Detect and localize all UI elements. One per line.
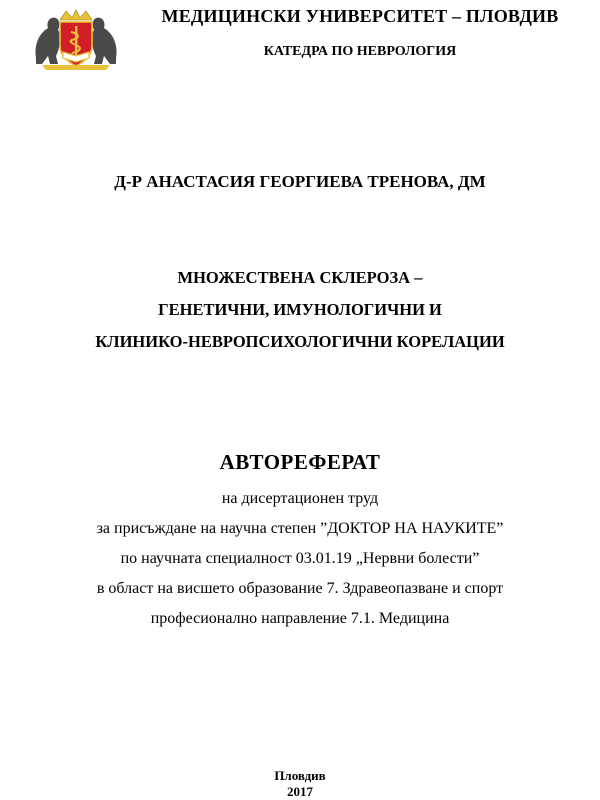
university-name: МЕДИЦИНСКИ УНИВЕРСИТЕТ – ПЛОВДИВ [161, 6, 559, 26]
description-line: на дисертационен труд [221, 490, 379, 507]
footer-city: Пловдив [274, 768, 326, 783]
description-line: за присъждане на научна степен ”ДОКТОР НА НАУКИТЕ” [96, 520, 504, 537]
footer-year: 2017 [287, 784, 313, 799]
description-line: в област на висшето образование 7. Здравеопазване и спорт [96, 580, 504, 597]
author-name: Д-Р АНАСТАСИЯ ГЕОРГИЕВА ТРЕНОВА, ДМ [114, 172, 486, 191]
title-line: ГЕНЕТИЧНИ, ИМУНОЛОГИЧНИ И [158, 300, 442, 319]
dissertation-title [0, 262, 600, 358]
university-crest-svg [30, 8, 122, 70]
university-crest-icon [30, 8, 122, 70]
description-line: по научната специалност 03.01.19 „Нервни болести” [120, 550, 480, 567]
document-type-heading: АВТОРЕФЕРАТ [219, 450, 381, 474]
department-name: КАТЕДРА ПО НЕВРОЛОГИЯ [263, 44, 457, 59]
title-line: МНОЖЕСТВЕНА СКЛЕРОЗА – [177, 268, 423, 287]
title-line: КЛИНИКО-НЕВРОПСИХОЛОГИЧНИ КОРЕЛАЦИИ [95, 332, 505, 351]
document-header [0, 0, 600, 80]
description-block [0, 484, 600, 634]
description-line: професионално направление 7.1. Медицина [150, 610, 450, 627]
document-footer [0, 768, 600, 800]
